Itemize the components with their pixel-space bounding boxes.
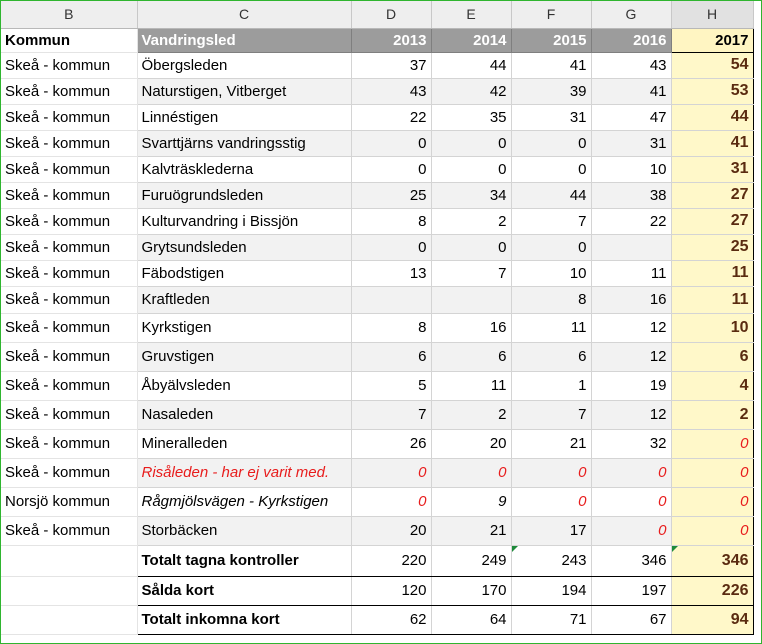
value-cell-d[interactable]: 43	[351, 78, 431, 104]
vandringsled-cell[interactable]: Mineralleden	[137, 429, 351, 458]
kommun-cell[interactable]: Skeå - kommun	[1, 234, 137, 260]
table-row	[1, 156, 753, 182]
value-cell-g[interactable]: 31	[591, 130, 671, 156]
value-cell-e[interactable]: 11	[431, 371, 511, 400]
table-row	[1, 104, 753, 130]
value-cell-2017[interactable]: 27	[671, 182, 753, 208]
value-cell-e[interactable]: 44	[431, 52, 511, 78]
value-cell-g[interactable]: 12	[591, 313, 671, 342]
value-cell-f[interactable]: 6	[511, 342, 591, 371]
value-cell-e[interactable]: 35	[431, 104, 511, 130]
value-cell-d[interactable]: 6	[351, 342, 431, 371]
kommun-cell[interactable]: Skeå - kommun	[1, 286, 137, 313]
value-cell-f[interactable]: 10	[511, 260, 591, 286]
vandringsled-cell[interactable]: Fäbodstigen	[137, 260, 351, 286]
totals-value-d[interactable]: 62	[351, 605, 431, 634]
value-cell-e[interactable]: 7	[431, 260, 511, 286]
totals-label[interactable]: Totalt inkomna kort	[137, 605, 351, 634]
value-cell-g[interactable]: 0	[591, 458, 671, 487]
value-cell-g[interactable]: 12	[591, 342, 671, 371]
column-header-c[interactable]: C	[137, 1, 351, 28]
header-cell[interactable]: 2017	[671, 28, 753, 52]
table-row	[1, 516, 753, 545]
table-header-row	[1, 28, 753, 52]
column-header-f[interactable]: F	[511, 1, 591, 28]
column-header-e[interactable]: E	[431, 1, 511, 28]
table-row	[1, 52, 753, 78]
value-cell-f[interactable]: 44	[511, 182, 591, 208]
totals-value-2017[interactable]: 346	[671, 545, 753, 576]
value-cell-2017[interactable]: 54	[671, 52, 753, 78]
table-row	[1, 400, 753, 429]
kommun-cell[interactable]: Norsjö kommun	[1, 487, 137, 516]
value-cell-2017[interactable]: 44	[671, 104, 753, 130]
value-cell-d[interactable]: 0	[351, 156, 431, 182]
table-row	[1, 208, 753, 234]
value-cell-2017[interactable]: 4	[671, 371, 753, 400]
value-cell-2017[interactable]: 10	[671, 313, 753, 342]
vandringsled-cell[interactable]: Storbäcken	[137, 516, 351, 545]
value-cell-g[interactable]: 10	[591, 156, 671, 182]
value-cell-e[interactable]: 42	[431, 78, 511, 104]
kommun-cell[interactable]: Skeå - kommun	[1, 400, 137, 429]
table-row	[1, 371, 753, 400]
totals-value-d[interactable]: 120	[351, 576, 431, 605]
value-cell-f[interactable]: 41	[511, 52, 591, 78]
kommun-cell[interactable]: Skeå - kommun	[1, 516, 137, 545]
value-cell-2017[interactable]: 0	[671, 487, 753, 516]
value-cell-f[interactable]: 7	[511, 400, 591, 429]
vandringsled-cell[interactable]: Furuögrundsleden	[137, 182, 351, 208]
value-cell-d[interactable]: 26	[351, 429, 431, 458]
vandringsled-cell[interactable]: Öbergsleden	[137, 52, 351, 78]
table-row	[1, 234, 753, 260]
value-cell-f[interactable]: 0	[511, 156, 591, 182]
value-cell-d[interactable]: 25	[351, 182, 431, 208]
value-cell-e[interactable]: 16	[431, 313, 511, 342]
kommun-cell[interactable]: Skeå - kommun	[1, 342, 137, 371]
value-cell-f[interactable]: 0	[511, 487, 591, 516]
kommun-cell[interactable]: Skeå - kommun	[1, 371, 137, 400]
value-cell-2017[interactable]: 27	[671, 208, 753, 234]
value-cell-2017[interactable]: 11	[671, 286, 753, 313]
totals-value-f[interactable]: 243	[511, 545, 591, 576]
kommun-cell[interactable]: Skeå - kommun	[1, 429, 137, 458]
value-cell-g[interactable]: 47	[591, 104, 671, 130]
value-cell-g[interactable]: 12	[591, 400, 671, 429]
vandringsled-cell[interactable]: Kalvträsklederna	[137, 156, 351, 182]
column-header-b[interactable]: B	[1, 1, 137, 28]
column-header-row	[1, 1, 753, 28]
table-row	[1, 182, 753, 208]
totals-row	[1, 545, 753, 576]
vandringsled-cell[interactable]: Kyrkstigen	[137, 313, 351, 342]
value-cell-f[interactable]: 8	[511, 286, 591, 313]
column-header-h[interactable]: H	[671, 1, 753, 28]
totals-value-g[interactable]: 197	[591, 576, 671, 605]
value-cell-g[interactable]: 0	[591, 487, 671, 516]
value-cell-d[interactable]: 8	[351, 313, 431, 342]
value-cell-e[interactable]: 0	[431, 130, 511, 156]
value-cell-f[interactable]: 0	[511, 130, 591, 156]
value-cell-d[interactable]: 0	[351, 487, 431, 516]
spreadsheet-grid[interactable]	[1, 1, 754, 635]
kommun-cell[interactable]: Skeå - kommun	[1, 313, 137, 342]
kommun-cell[interactable]: Skeå - kommun	[1, 458, 137, 487]
kommun-cell[interactable]: Skeå - kommun	[1, 78, 137, 104]
column-header-g[interactable]: G	[591, 1, 671, 28]
kommun-cell[interactable]: Skeå - kommun	[1, 104, 137, 130]
value-cell-2017[interactable]: 0	[671, 516, 753, 545]
value-cell-e[interactable]: 20	[431, 429, 511, 458]
value-cell-e[interactable]: 2	[431, 400, 511, 429]
totals-value-g[interactable]: 346	[591, 545, 671, 576]
totals-value-e[interactable]: 170	[431, 576, 511, 605]
vandringsled-cell[interactable]: Nasaleden	[137, 400, 351, 429]
value-cell-e[interactable]: 21	[431, 516, 511, 545]
table-row	[1, 458, 753, 487]
value-cell-2017[interactable]: 53	[671, 78, 753, 104]
table-row	[1, 130, 753, 156]
value-cell-f[interactable]: 7	[511, 208, 591, 234]
value-cell-d[interactable]: 0	[351, 458, 431, 487]
header-cell[interactable]: 2013	[351, 28, 431, 52]
totals-value-e[interactable]: 249	[431, 545, 511, 576]
kommun-cell[interactable]: Skeå - kommun	[1, 260, 137, 286]
value-cell-g[interactable]: 41	[591, 78, 671, 104]
value-cell-d[interactable]: 22	[351, 104, 431, 130]
kommun-cell[interactable]: Skeå - kommun	[1, 182, 137, 208]
value-cell-e[interactable]: 0	[431, 156, 511, 182]
vandringsled-cell[interactable]: Rågmjölsvägen - Kyrkstigen	[137, 487, 351, 516]
value-cell-2017[interactable]: 31	[671, 156, 753, 182]
value-cell-d[interactable]: 7	[351, 400, 431, 429]
table-row	[1, 286, 753, 313]
value-cell-d[interactable]: 8	[351, 208, 431, 234]
kommun-cell[interactable]: Skeå - kommun	[1, 52, 137, 78]
value-cell-e[interactable]: 9	[431, 487, 511, 516]
totals-value-g[interactable]: 67	[591, 605, 671, 634]
table-row	[1, 78, 753, 104]
value-cell-f[interactable]: 17	[511, 516, 591, 545]
value-cell-g[interactable]: 43	[591, 52, 671, 78]
totals-value-e[interactable]: 64	[431, 605, 511, 634]
value-cell-g[interactable]: 16	[591, 286, 671, 313]
value-cell-2017[interactable]: 41	[671, 130, 753, 156]
totals-value-f[interactable]: 194	[511, 576, 591, 605]
totals-row	[1, 605, 753, 634]
value-cell-2017[interactable]: 6	[671, 342, 753, 371]
value-cell-g[interactable]: 0	[591, 516, 671, 545]
value-cell-2017[interactable]: 11	[671, 260, 753, 286]
kommun-cell[interactable]: Skeå - kommun	[1, 156, 137, 182]
kommun-cell[interactable]	[1, 545, 137, 576]
vandringsled-cell[interactable]: Risåleden - har ej varit med.	[137, 458, 351, 487]
value-cell-f[interactable]: 0	[511, 234, 591, 260]
value-cell-g[interactable]: 22	[591, 208, 671, 234]
value-cell-d[interactable]: 0	[351, 234, 431, 260]
value-cell-f[interactable]: 31	[511, 104, 591, 130]
value-cell-f[interactable]: 0	[511, 458, 591, 487]
value-cell-f[interactable]: 11	[511, 313, 591, 342]
value-cell-d[interactable]	[351, 286, 431, 313]
value-cell-e[interactable]: 0	[431, 458, 511, 487]
header-cell[interactable]: 2016	[591, 28, 671, 52]
totals-value-2017[interactable]: 94	[671, 605, 753, 634]
vandringsled-cell[interactable]: Naturstigen, Vitberget	[137, 78, 351, 104]
header-cell[interactable]: 2015	[511, 28, 591, 52]
value-cell-d[interactable]: 37	[351, 52, 431, 78]
value-cell-d[interactable]: 5	[351, 371, 431, 400]
vandringsled-cell[interactable]: Gruvstigen	[137, 342, 351, 371]
value-cell-d[interactable]: 20	[351, 516, 431, 545]
header-cell[interactable]: Vandringsled	[137, 28, 351, 52]
table-row	[1, 429, 753, 458]
value-cell-e[interactable]: 34	[431, 182, 511, 208]
value-cell-g[interactable]: 19	[591, 371, 671, 400]
value-cell-f[interactable]: 39	[511, 78, 591, 104]
vandringsled-cell[interactable]: Kulturvandring i Bissjön	[137, 208, 351, 234]
value-cell-g[interactable]: 38	[591, 182, 671, 208]
value-cell-2017[interactable]: 25	[671, 234, 753, 260]
header-cell[interactable]: Kommun	[1, 28, 137, 52]
header-cell[interactable]: 2014	[431, 28, 511, 52]
value-cell-f[interactable]: 21	[511, 429, 591, 458]
value-cell-2017[interactable]: 0	[671, 458, 753, 487]
value-cell-e[interactable]	[431, 286, 511, 313]
vandringsled-cell[interactable]: Kraftleden	[137, 286, 351, 313]
totals-label[interactable]: Totalt tagna kontroller	[137, 545, 351, 576]
value-cell-e[interactable]: 6	[431, 342, 511, 371]
value-cell-g[interactable]	[591, 234, 671, 260]
kommun-cell[interactable]: Skeå - kommun	[1, 130, 137, 156]
vandringsled-cell[interactable]: Svarttjärns vandringsstig	[137, 130, 351, 156]
value-cell-d[interactable]: 13	[351, 260, 431, 286]
vandringsled-cell[interactable]: Åbyälvsleden	[137, 371, 351, 400]
value-cell-g[interactable]: 32	[591, 429, 671, 458]
kommun-cell[interactable]	[1, 576, 137, 605]
vandringsled-cell[interactable]: Linnéstigen	[137, 104, 351, 130]
table-row	[1, 487, 753, 516]
table-row	[1, 342, 753, 371]
value-cell-2017[interactable]: 2	[671, 400, 753, 429]
totals-value-2017[interactable]: 226	[671, 576, 753, 605]
table-row	[1, 260, 753, 286]
column-header-d[interactable]: D	[351, 1, 431, 28]
value-cell-2017[interactable]: 0	[671, 429, 753, 458]
table-row	[1, 313, 753, 342]
totals-value-d[interactable]: 220	[351, 545, 431, 576]
totals-row	[1, 576, 753, 605]
value-cell-f[interactable]: 1	[511, 371, 591, 400]
value-cell-d[interactable]: 0	[351, 130, 431, 156]
totals-label[interactable]: Sålda kort	[137, 576, 351, 605]
totals-value-f[interactable]: 71	[511, 605, 591, 634]
value-cell-e[interactable]: 0	[431, 234, 511, 260]
kommun-cell[interactable]: Skeå - kommun	[1, 208, 137, 234]
value-cell-g[interactable]: 11	[591, 260, 671, 286]
vandringsled-cell[interactable]: Grytsundsleden	[137, 234, 351, 260]
kommun-cell[interactable]	[1, 605, 137, 634]
value-cell-e[interactable]: 2	[431, 208, 511, 234]
